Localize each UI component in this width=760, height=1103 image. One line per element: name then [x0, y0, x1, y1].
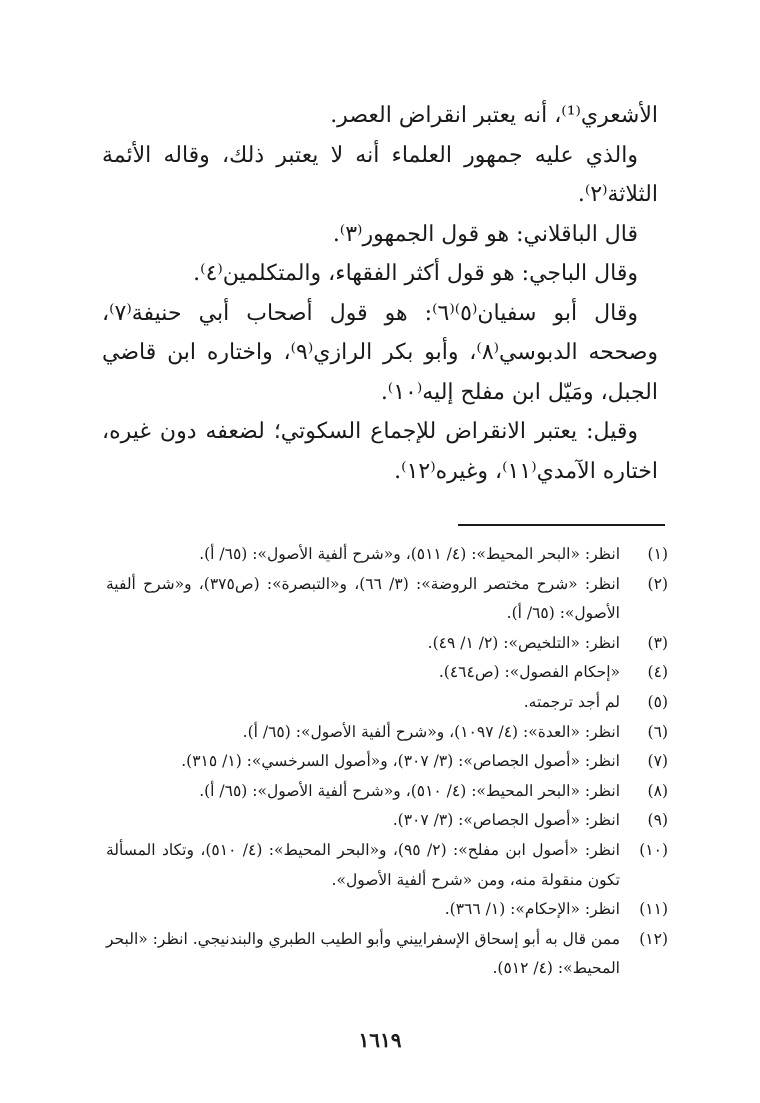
footnote-text: انظر: «أصول الجصاص»: (٣/ ٣٠٧). [392, 811, 620, 830]
footnote-number: (١٠) [639, 840, 668, 859]
footnote-text: انظر: «البحر المحيط»: (٤/ ٥١١)، و«شرح ألفية الأصول»: (٦٥/ أ). [199, 545, 620, 563]
footnote [106, 895, 668, 925]
footnote-number: (٤) [647, 663, 668, 682]
footnote-number: (٦) [647, 722, 668, 741]
footnote-divider [458, 524, 665, 526]
footnote [106, 688, 668, 718]
footnote-text: «إحكام الفصول»: (ص٤٦٤). [438, 663, 620, 682]
footnote-text: انظر: «الإحكام»: (١/ ٣٦٦). [444, 900, 620, 919]
footnote-number: (٨) [647, 781, 668, 800]
footnote-number: (٧) [647, 752, 668, 771]
footnote-text: انظر: «أصول الجصاص»: (٣/ ٣٠٧)، و«أصول السرخسي»: (١/ ٣١٥). [181, 752, 620, 771]
footnote [106, 777, 668, 807]
footnote [106, 540, 668, 570]
footnotes-section [106, 540, 668, 984]
footnote [106, 718, 668, 748]
page-number: ١٦١٩ [358, 1028, 402, 1052]
footnote-number: (٣) [647, 633, 668, 652]
footnote [106, 806, 668, 836]
footnote-text: انظر: «التلخيص»: (٢/ ١/ ٤٩). [427, 633, 620, 652]
footnote [106, 836, 668, 895]
paragraph: وقيل: يعتبر الانقراض للإجماع السكوتي؛ لضعفه دون غيره، اختاره الآمدي⁽١١⁾، وغيره⁽١٢⁾. [102, 419, 658, 484]
footnote [106, 629, 668, 659]
footnote-number: (١١) [639, 900, 668, 919]
footnote-number: (١٢) [639, 929, 668, 948]
footnote-number: (٩) [647, 811, 668, 830]
main-text [102, 96, 658, 491]
footnote-text: لم أجد ترجمته. [523, 692, 620, 711]
footnote [106, 747, 668, 777]
paragraph: قال الباقلاني: هو قول الجمهور⁽٣⁾. [332, 221, 638, 247]
footnote-text: انظر: «أصول ابن مفلح»: (٢/ ٩٥)، و«البحر المحيط»: (٤/ ٥١٠)، وتكاد المسألة تكون منقولة منه، ومن «شرح ألفية الأصول». [106, 840, 620, 889]
footnote-text: انظر: «البحر المحيط»: (٤/ ٥١٠)، و«شرح ألفية الأصول»: (٦٥/ أ). [199, 781, 620, 800]
footnote-text: ممن قال به أبو إسحاق الإسفراييني وأبو الطيب الطبري والبندنيجي. انظر: «البحر المحيط»: (٤/ ٥١٢). [106, 929, 620, 978]
paragraph: والذي عليه جمهور العلماء أنه لا يعتبر ذلك، وقاله الأئمة الثلاثة⁽٢⁾. [102, 142, 658, 207]
paragraph: وقال الباجي: هو قول أكثر الفقهاء، والمتكلمين⁽٤⁾. [193, 261, 638, 286]
footnote [106, 570, 668, 629]
footnote-number: (١) [647, 545, 668, 563]
paragraph: وقال أبو سفيان⁽٥⁾⁽٦⁾: هو قول أصحاب أبي حنيفة⁽٧⁾، وصححه الدبوسي⁽٨⁾، وأبو بكر الرازي⁽٩⁾، واختاره ابن قاضي الجبل، ومَيّل ابن مفلح إليه⁽١٠⁾. [102, 300, 658, 405]
footnote-number: (٢) [647, 574, 668, 593]
footnote-text: انظر: «العدة»: (٤/ ١٠٩٧)، و«شرح ألفية الأصول»: (٦٥/ أ). [242, 722, 620, 741]
footnote-number: (٥) [647, 692, 668, 711]
paragraph: الأشعري⁽¹⁾، أنه يعتبر انقراض العصر. [330, 103, 658, 128]
footnote [106, 658, 668, 688]
footnote-text: انظر: «شرح مختصر الروضة»: (٣/ ٦٦)، و«التبصرة»: (ص٣٧٥)، و«شرح ألفية الأصول»: (٦٥/ أ). [106, 574, 620, 623]
footnote [106, 925, 668, 984]
